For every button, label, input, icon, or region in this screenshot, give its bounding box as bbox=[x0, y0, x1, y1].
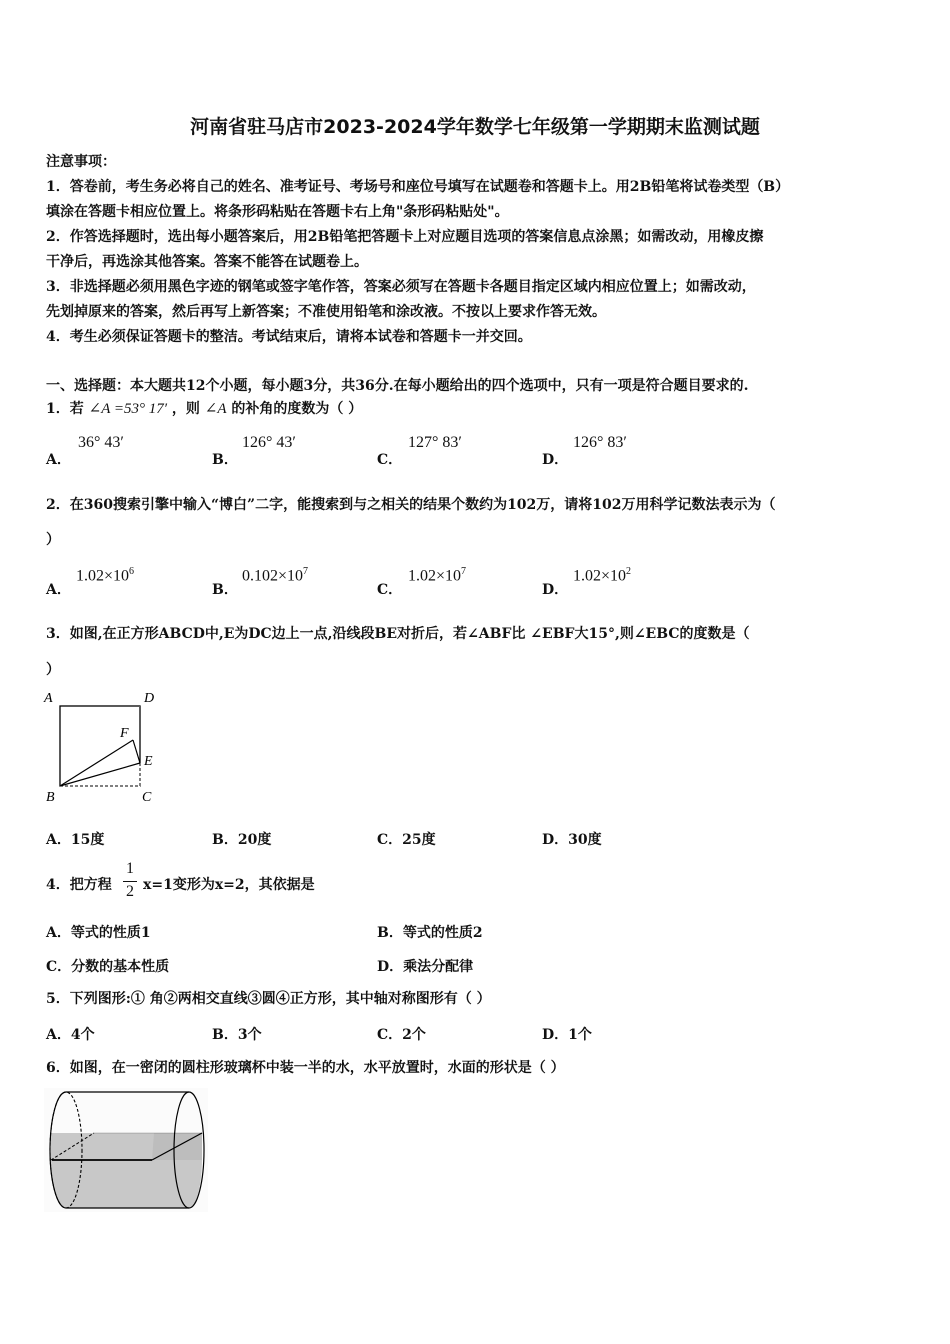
q1-option-a-label: A． bbox=[46, 452, 71, 468]
notes-line: 填涂在答题卡相应位置上。将条形码粘贴在答题卡右上角"条形码粘贴处"。 bbox=[46, 204, 509, 220]
q5-option-c: C．2个 bbox=[377, 1027, 426, 1043]
label-c: C bbox=[142, 790, 152, 805]
q3-option-d: D．30度 bbox=[542, 832, 602, 848]
question-5: 5．下列图形:① 角②两相交直线③圆④正方形，其中轴对称图形有（ ） bbox=[46, 991, 491, 1007]
q4-text: x=1变形为x=2，其依据是 bbox=[143, 877, 315, 893]
q6-cylinder-figure bbox=[44, 1088, 208, 1212]
q4-prefix: 4．把方程 bbox=[46, 877, 112, 893]
q2-option-b-value: $0.102\times 10^7$ bbox=[242, 566, 309, 585]
label-d: D bbox=[144, 691, 155, 706]
segment-fe bbox=[133, 740, 140, 763]
q3-option-a: A．15度 bbox=[46, 832, 105, 848]
q1-option-d-label: D． bbox=[542, 452, 569, 468]
q2-option-a-label: A． bbox=[46, 582, 71, 598]
q1-option-b-value: 126° 43′ bbox=[242, 434, 296, 451]
q4-fraction-denominator: 2 bbox=[126, 883, 134, 900]
label-b: B bbox=[46, 790, 55, 805]
q1-option-a-value: 36° 43′ bbox=[78, 434, 124, 451]
question-1 bbox=[46, 400, 362, 418]
question-2: 2．在360搜索引擎中输入“博白”二字，能搜索到与之相关的结果个数约为102万，请将102万用科学记数法表示为（ bbox=[46, 497, 776, 513]
q2-option-a-value: $1.02\times 10^6$ bbox=[76, 566, 135, 585]
q3-option-b: B．20度 bbox=[212, 832, 272, 848]
q2-option-b-label: B． bbox=[212, 582, 238, 598]
q5-option-b: B．3个 bbox=[212, 1027, 262, 1043]
q4-option-b: B．等式的性质2 bbox=[377, 925, 483, 941]
q1-option-d-value: 126° 83′ bbox=[573, 434, 627, 451]
q2-option-d-label: D． bbox=[542, 582, 569, 598]
q4-option-c: C．分数的基本性质 bbox=[46, 959, 170, 975]
notes-heading: 注意事项： bbox=[46, 154, 116, 170]
q1-suffix: ，则 bbox=[171, 401, 200, 417]
question-3-cont: ） bbox=[46, 662, 60, 678]
q5-option-a: A．4个 bbox=[46, 1027, 95, 1043]
notes-line: 干净后，再选涂其他答案。答案不能答在试题卷上。 bbox=[46, 254, 368, 270]
notes-line: 先划掉原来的答案，然后再写上新答案；不准使用铅笔和涂改液。不按以上要求作答无效。 bbox=[46, 304, 606, 320]
q5-option-d: D．1个 bbox=[542, 1027, 592, 1043]
segment-be bbox=[60, 763, 140, 786]
label-a: A bbox=[44, 691, 53, 706]
label-f: F bbox=[120, 726, 129, 741]
q1-option-c-label: C． bbox=[377, 452, 403, 468]
section-heading: 一、选择题：本大题共12个小题，每小题3分，共36分.在每小题给出的四个选项中，只有一项是符合题目要求的. bbox=[46, 378, 749, 394]
exam-title: 河南省驻马店市2023-2024学年数学七年级第一学期期末监测试题 bbox=[190, 116, 760, 138]
notes-line: 2．作答选择题时，选出每小题答案后，用2B铅笔把答题卡上对应题目选项的答案信息点涂黑；如需改动，用橡皮擦 bbox=[46, 229, 764, 245]
q1-option-c-value: 127° 83′ bbox=[408, 434, 462, 451]
question-6: 6．如图，在一密闭的圆柱形玻璃杯中装一半的水，水平放置时，水面的形状是（ ） bbox=[46, 1060, 565, 1076]
q4-fraction-bar bbox=[123, 881, 137, 882]
notes-line: 1．答卷前，考生务必将自己的姓名、准考证号、考场号和座位号填写在试题卷和答题卡上。用2B铅笔将试卷类型（B） bbox=[46, 179, 790, 195]
q1-prefix: 1．若 bbox=[46, 401, 84, 417]
q4-option-d: D．乘法分配律 bbox=[377, 959, 474, 975]
q2-option-d-value: $1.02\times 10^2$ bbox=[573, 566, 632, 585]
q1-option-b-label: B． bbox=[212, 452, 238, 468]
q1-suffix2: 的补角的度数为（ ） bbox=[231, 401, 363, 417]
q3-option-c: C．25度 bbox=[377, 832, 436, 848]
question-3: 3．如图,在正方形ABCD中,E为DC边上一点,沿线段BE对折后，若∠ABF比 ∠EBF大15°,则∠EBC的度数是（ bbox=[46, 626, 750, 642]
q2-option-c-value: $1.02\times 10^7$ bbox=[408, 566, 467, 585]
q4-fraction-numerator: 1 bbox=[126, 860, 134, 877]
notes-line: 3．非选择题必须用黑色字迹的钢笔或签字笔作答，答案必须写在答题卡各题目指定区域内相应位置上；如需改动， bbox=[46, 279, 756, 295]
q2-option-c-label: C． bbox=[377, 582, 403, 598]
label-e: E bbox=[144, 754, 153, 769]
q4-option-a: A．等式的性质1 bbox=[46, 925, 151, 941]
segment-bf bbox=[60, 740, 133, 786]
q1-math2: ∠A bbox=[204, 401, 227, 417]
q1-math: ∠A =53° 17′ bbox=[88, 401, 167, 417]
question-2-cont: ） bbox=[46, 532, 60, 548]
notes-line: 4．考生必须保证答题卡的整洁。考试结束后，请将本试卷和答题卡一并交回。 bbox=[46, 329, 532, 345]
q3-square-figure bbox=[40, 685, 170, 810]
